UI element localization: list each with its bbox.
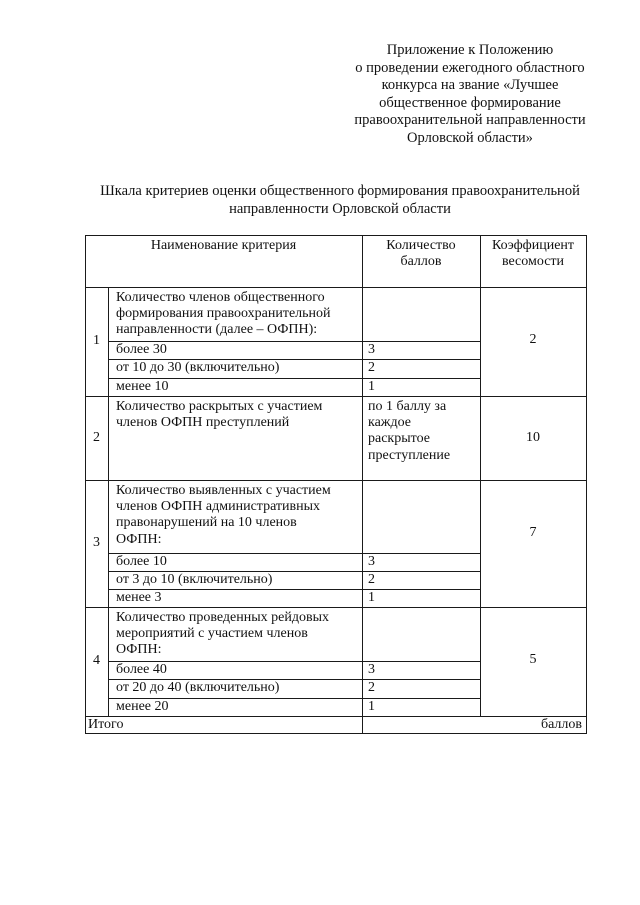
criterion-bottom-rule: [85, 716, 587, 717]
option-points: 3: [368, 342, 375, 357]
header-bottom-rule: [85, 287, 587, 288]
total-label: Итого: [88, 717, 124, 732]
appendix-line: Приложение к Положению: [386, 42, 554, 58]
column-divider-number: [108, 287, 109, 716]
option-label: менее 20: [116, 698, 169, 714]
appendix-line: общественное формирование: [379, 94, 561, 111]
header-coef: Коэффициент: [491, 238, 575, 253]
criterion-points-text: по 1 баллу за: [368, 399, 447, 414]
option-label: более 10: [116, 554, 167, 569]
option-label: более 30: [116, 342, 167, 357]
column-divider-points: [362, 235, 363, 733]
option-label: менее 10: [116, 378, 169, 394]
option-label: более 40: [116, 662, 167, 677]
criterion-heading: членов ОФПН преступлений: [116, 415, 290, 431]
option-points: 2: [368, 572, 375, 587]
table-border-bottom: [85, 733, 587, 734]
criterion-coefficient: 10: [526, 430, 540, 445]
option-points: 2: [368, 360, 375, 376]
option-label: менее 3: [116, 590, 162, 605]
option-points: 3: [368, 662, 375, 677]
criterion-heading: Количество выявленных с участием: [116, 483, 331, 498]
criterion-coefficient: 2: [529, 332, 537, 347]
option-points: 2: [368, 680, 375, 696]
option-points: 1: [368, 590, 375, 605]
header-name: Наименование критерия: [150, 238, 297, 253]
criterion-heading: правонарушений на 10 членов: [116, 515, 297, 531]
criterion-heading: ОФПН:: [116, 531, 162, 547]
header-coef: весомости: [501, 254, 565, 270]
total-points-unit: баллов: [540, 717, 582, 732]
criterion-bottom-rule: [85, 396, 587, 397]
option-label: от 10 до 30 (включительно): [116, 360, 280, 376]
option-points: 1: [368, 378, 375, 394]
criterion-points-text: раскрытое: [368, 431, 430, 447]
criterion-heading: членов ОФПН административных: [116, 499, 321, 515]
criterion-coefficient: 7: [529, 525, 537, 540]
header-points: баллов: [400, 254, 442, 270]
criterion-bottom-rule: [85, 607, 587, 608]
criterion-number: 4: [93, 653, 100, 669]
criterion-heading: Количество раскрытых с участием: [116, 399, 323, 414]
option-label: от 20 до 40 (включительно): [116, 680, 280, 696]
criterion-heading: Количество членов общественного: [116, 290, 325, 305]
criterion-heading: направленности (далее – ОФПН):: [116, 322, 318, 338]
criterion-points-text: преступление: [368, 447, 451, 463]
criterion-heading: ОФПН:: [116, 642, 162, 658]
criterion-coefficient: 5: [529, 652, 537, 667]
appendix-line: Орловской области»: [407, 129, 533, 146]
appendix-line: правоохранительной направленности: [354, 112, 586, 128]
title-line: направленности Орловской области: [229, 201, 451, 217]
option-label: от 3 до 10 (включительно): [116, 572, 273, 587]
table-border-right: [586, 235, 587, 733]
option-rule: [108, 589, 481, 590]
criterion-heading: формирования правоохранительной: [116, 306, 331, 322]
criterion-number: 1: [93, 333, 100, 349]
criterion-points-text: каждое: [368, 415, 411, 431]
criterion-number: 2: [93, 429, 100, 445]
option-points: 1: [368, 698, 375, 714]
option-points: 3: [368, 554, 375, 569]
criterion-heading: Количество проведенных рейдовых: [116, 610, 330, 625]
title-line: Шкала критериев оценки общественного формирования правоохранительной: [100, 183, 580, 199]
criterion-bottom-rule: [85, 480, 587, 481]
criterion-heading: мероприятий с участием членов: [116, 626, 308, 642]
header-points: Количество: [386, 238, 456, 253]
appendix-line: о проведении ежегодного областного: [355, 59, 585, 76]
appendix-line: конкурса на звание «Лучшее: [381, 77, 559, 93]
criterion-number: 3: [93, 535, 100, 551]
table-border-top: [85, 235, 587, 236]
